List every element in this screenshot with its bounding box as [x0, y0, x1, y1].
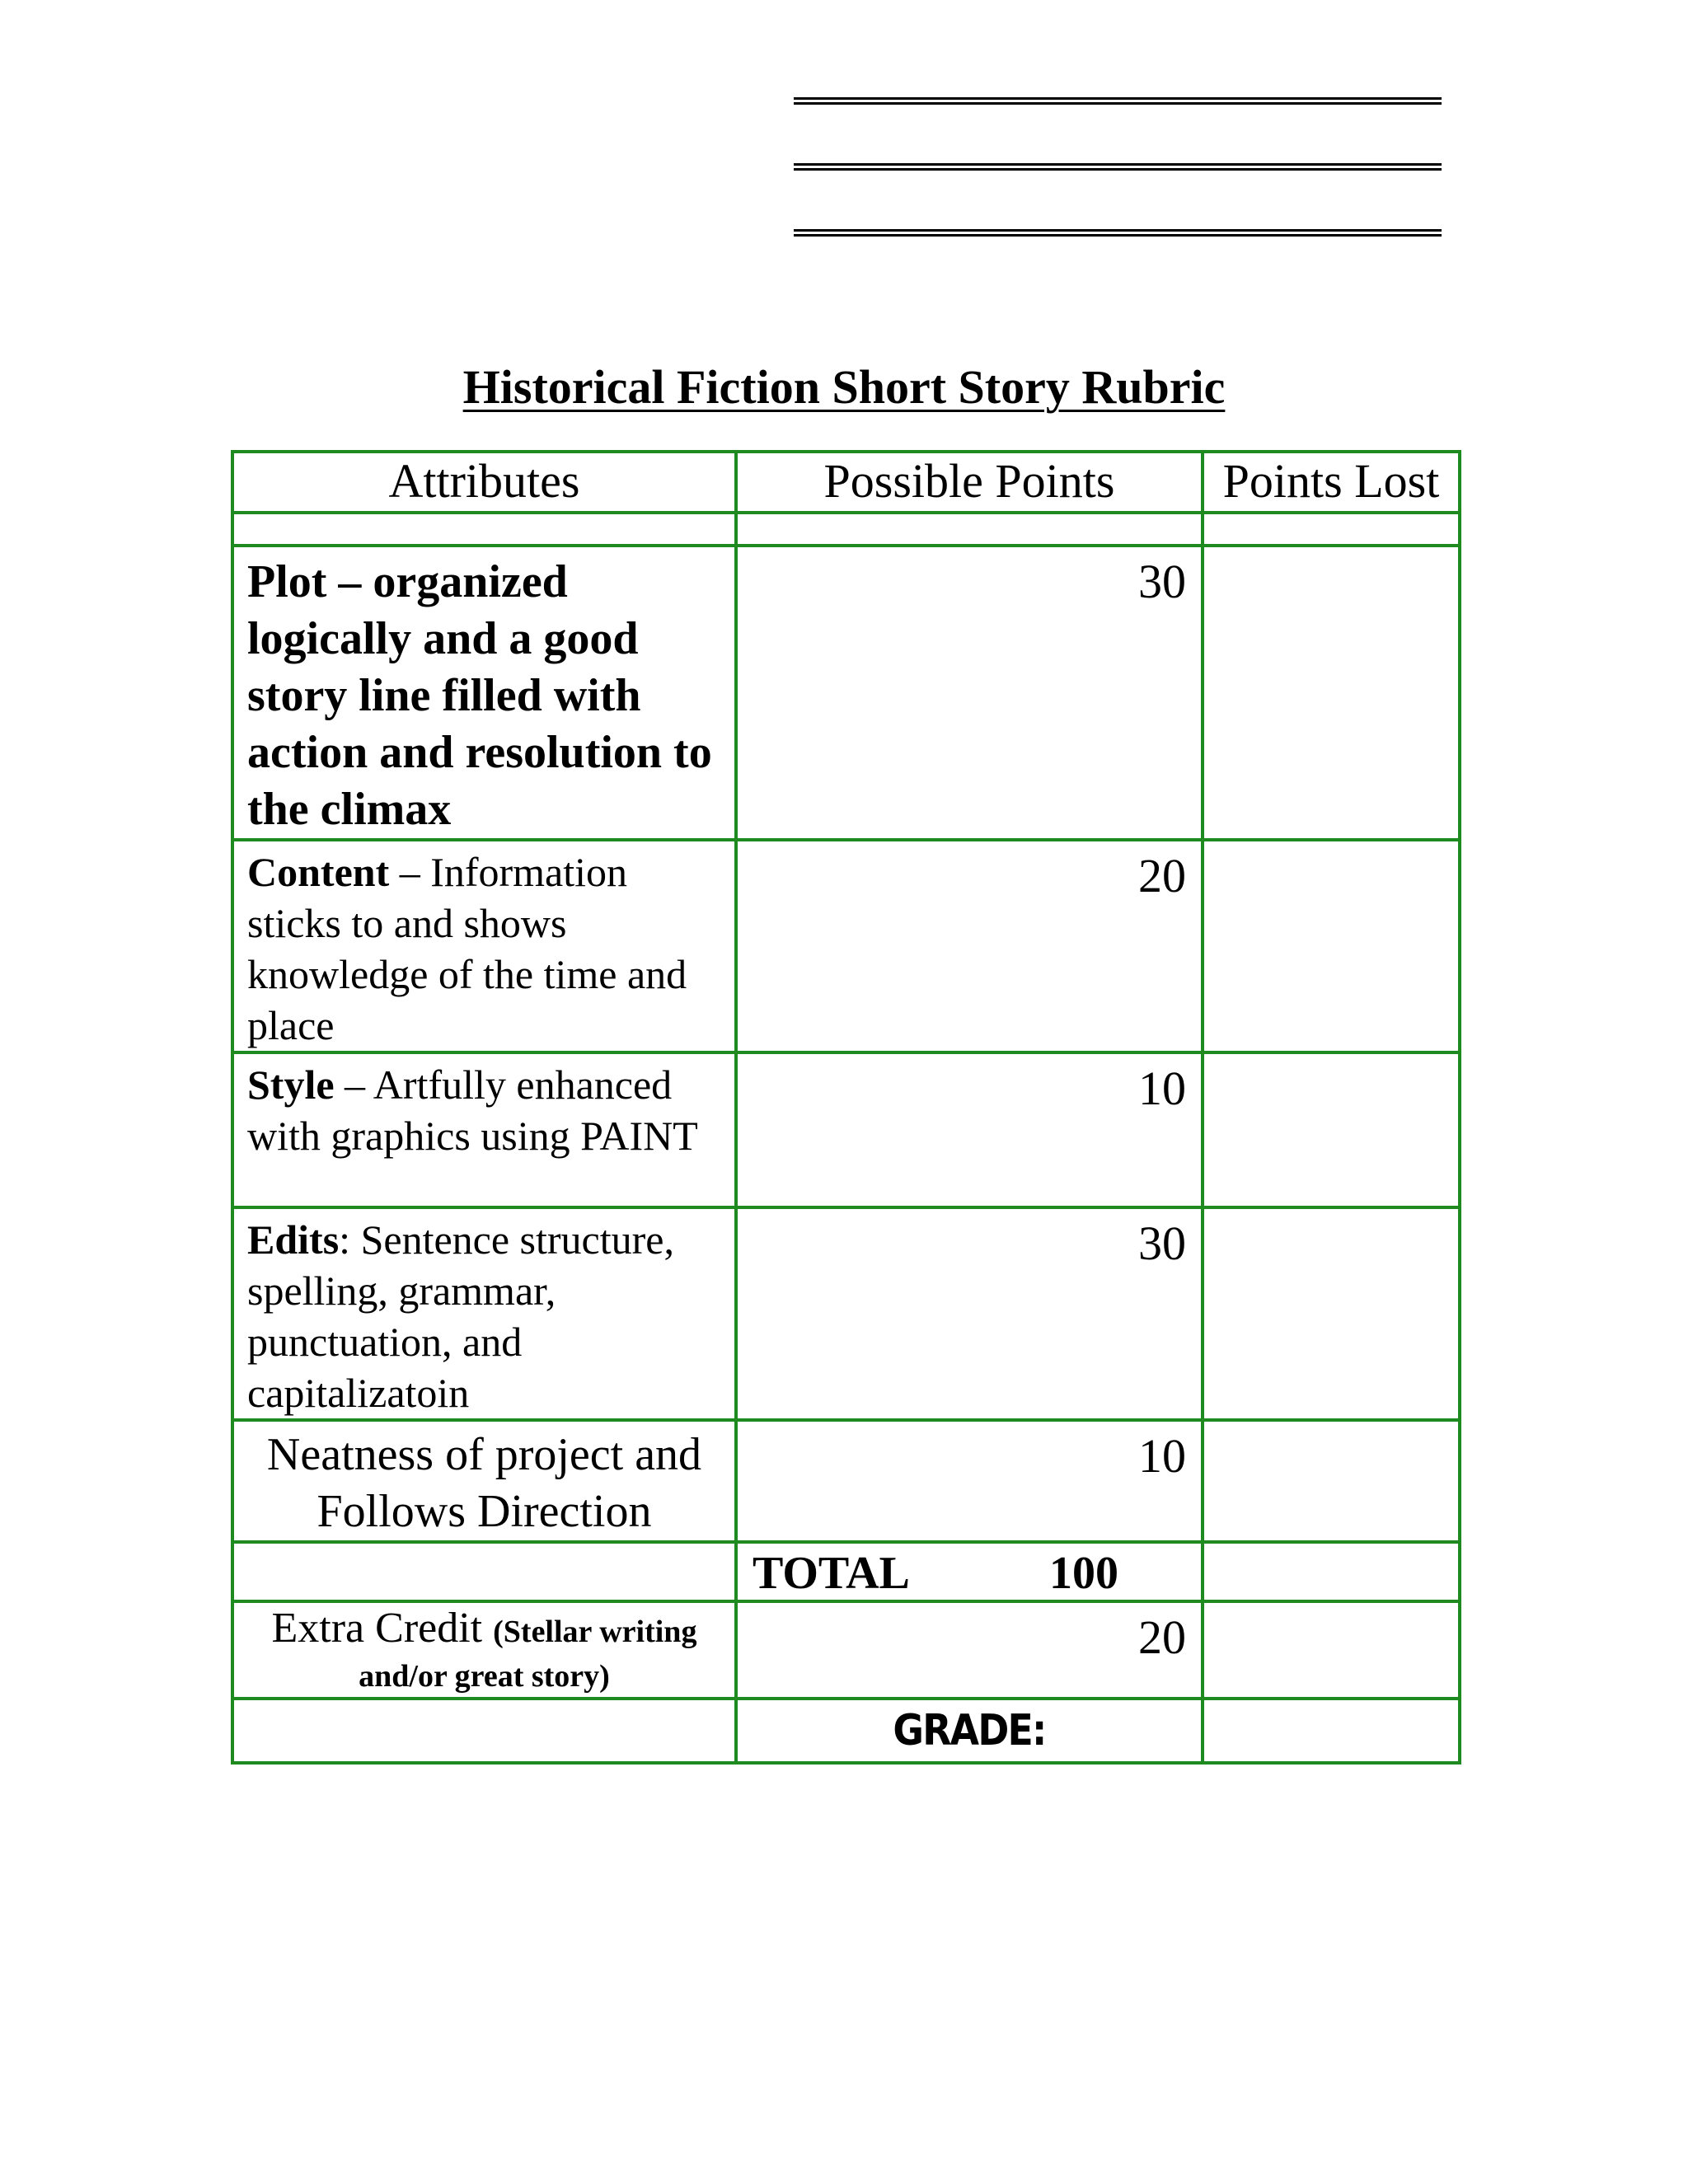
total-cell	[736, 1542, 1203, 1601]
table-row-edits	[232, 1207, 1460, 1420]
rubric-table	[231, 450, 1461, 1765]
neatness-possible-points: 10	[736, 1420, 1203, 1542]
style-attribute	[232, 1052, 736, 1207]
table-row-plot	[232, 546, 1460, 840]
style-points-lost[interactable]	[1203, 1052, 1460, 1207]
name-line-3[interactable]	[794, 229, 1442, 237]
table-row-grade	[232, 1699, 1460, 1763]
style-label: Style	[247, 1062, 335, 1108]
style-description: – Artfully enhanced with graphics using PAINT	[247, 1062, 698, 1159]
table-row-total	[232, 1542, 1460, 1601]
content-attribute	[232, 840, 736, 1052]
name-line-1[interactable]	[794, 97, 1442, 105]
content-possible-points: 20	[736, 840, 1203, 1052]
plot-points-lost[interactable]	[1203, 546, 1460, 840]
edits-possible-points: 30	[736, 1207, 1203, 1420]
neatness-points-lost[interactable]	[1203, 1420, 1460, 1542]
spacer-cell	[736, 513, 1203, 546]
extra-credit-note: (Stellar writing and/or great story)	[359, 1615, 697, 1694]
total-value: 100	[1049, 1548, 1118, 1599]
spacer-cell	[232, 513, 736, 546]
name-line-2[interactable]	[794, 163, 1442, 171]
grade-value-cell[interactable]	[1203, 1699, 1460, 1763]
edits-description: : Sentence structure, spelling, grammar, punctuation, and capitalizatoin	[247, 1216, 674, 1416]
extra-credit-label: Extra Credit	[271, 1605, 494, 1652]
extra-credit-points-lost[interactable]	[1203, 1601, 1460, 1699]
header-points-lost: Points Lost	[1203, 452, 1460, 513]
spacer-cell	[1203, 513, 1460, 546]
edits-label: Edits	[247, 1216, 340, 1263]
plot-possible-points: 30	[736, 546, 1203, 840]
table-row-extra-credit	[232, 1601, 1460, 1699]
spacer-row	[232, 513, 1460, 546]
edits-attribute	[232, 1207, 736, 1420]
content-points-lost[interactable]	[1203, 840, 1460, 1052]
content-description: – Information sticks to and shows knowledge of the time and place	[247, 849, 687, 1048]
header-attributes: Attributes	[232, 452, 736, 513]
table-row-content	[232, 840, 1460, 1052]
header-possible-points: Possible Points	[736, 452, 1203, 513]
grade-label: GRADE:	[764, 1699, 1175, 1763]
header-row	[232, 452, 1460, 513]
table-row-style	[232, 1052, 1460, 1207]
page-title: Historical Fiction Short Story Rubric	[462, 360, 1226, 414]
neatness-attribute: Neatness of project and Follows Direction	[232, 1420, 736, 1542]
style-possible-points: 10	[736, 1052, 1203, 1207]
extra-credit-attribute	[232, 1601, 736, 1699]
table-row-neatness	[232, 1420, 1460, 1542]
total-label: TOTAL	[753, 1548, 910, 1599]
total-empty-cell	[232, 1542, 736, 1601]
plot-attribute: Plot – organized logically and a good story line filled with action and resolution to the climax	[232, 546, 736, 840]
edits-points-lost[interactable]	[1203, 1207, 1460, 1420]
total-points-lost[interactable]	[1203, 1542, 1460, 1601]
content-label: Content	[247, 849, 390, 895]
grade-empty-cell	[232, 1699, 736, 1763]
extra-credit-points: 20	[736, 1601, 1203, 1699]
